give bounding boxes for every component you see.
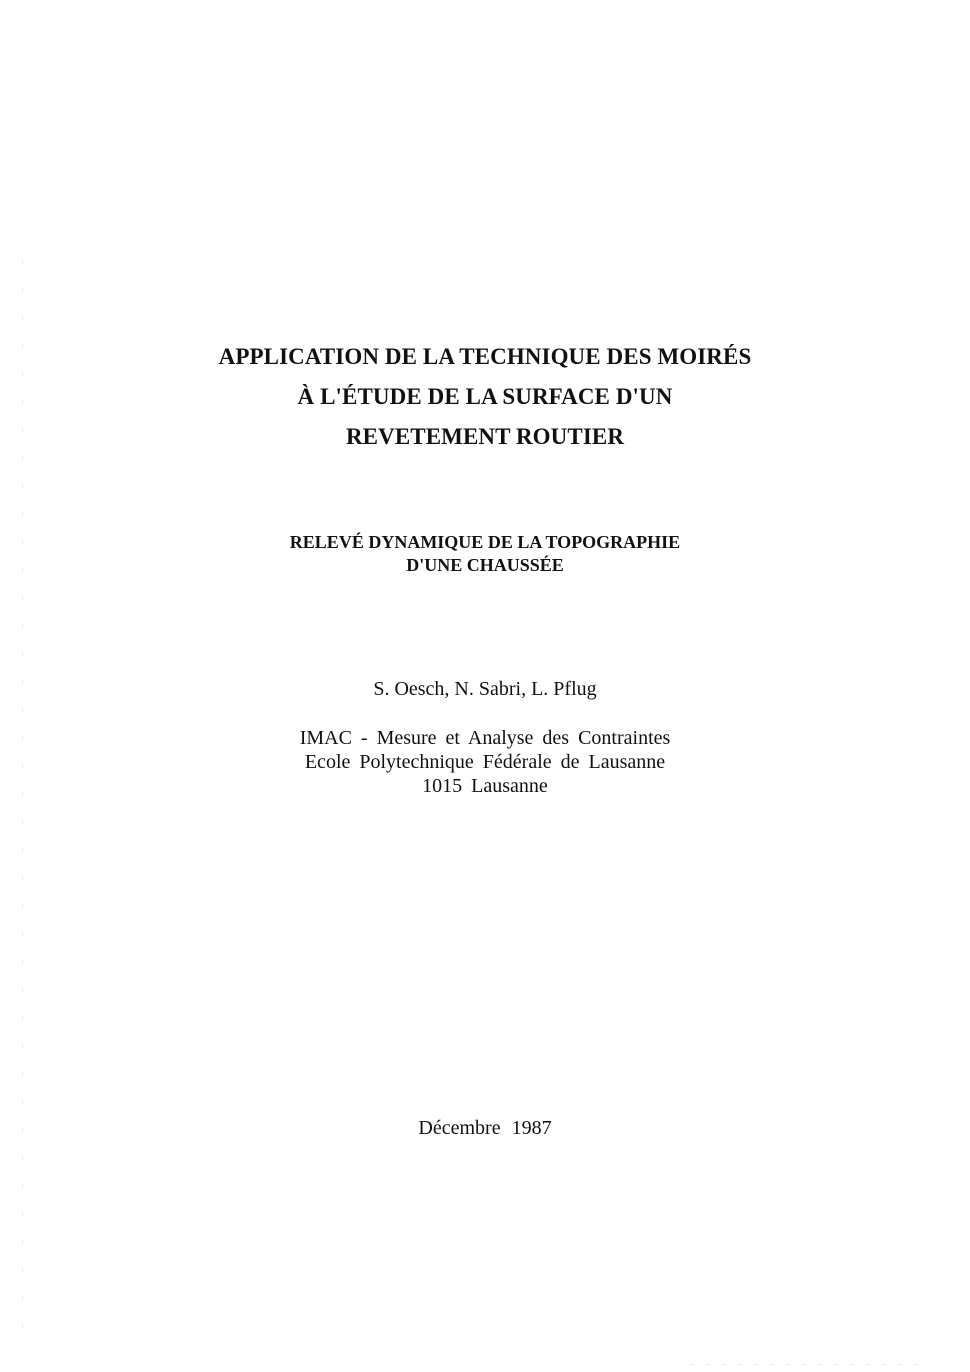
title-line-1: APPLICATION DE LA TECHNIQUE DES MOIRÉS xyxy=(218,344,752,369)
affiliation-line-2: Ecole Polytechnique Fédérale de Lausanne xyxy=(304,751,666,773)
scan-bottom-artifact xyxy=(690,1364,930,1365)
affiliation-block xyxy=(0,726,970,798)
subtitle-line-1: RELEVÉ DYNAMIQUE DE LA TOPOGRAPHIE xyxy=(289,532,681,552)
affiliation-line-1: IMAC - Mesure et Analyse des Contraintes xyxy=(299,727,671,749)
title-block xyxy=(0,337,970,457)
publication-date: Décembre 1987 xyxy=(418,1117,552,1139)
subtitle-line-2: D'UNE CHAUSSÉE xyxy=(406,555,564,575)
title-line-3: REVETEMENT ROUTIER xyxy=(345,424,625,449)
subtitle-block xyxy=(0,531,970,577)
authors: S. Oesch, N. Sabri, L. Pflug xyxy=(373,678,597,700)
title-line-2: À L'ÉTUDE DE LA SURFACE D'UN xyxy=(297,384,673,409)
affiliation-line-3: 1015 Lausanne xyxy=(422,775,548,797)
